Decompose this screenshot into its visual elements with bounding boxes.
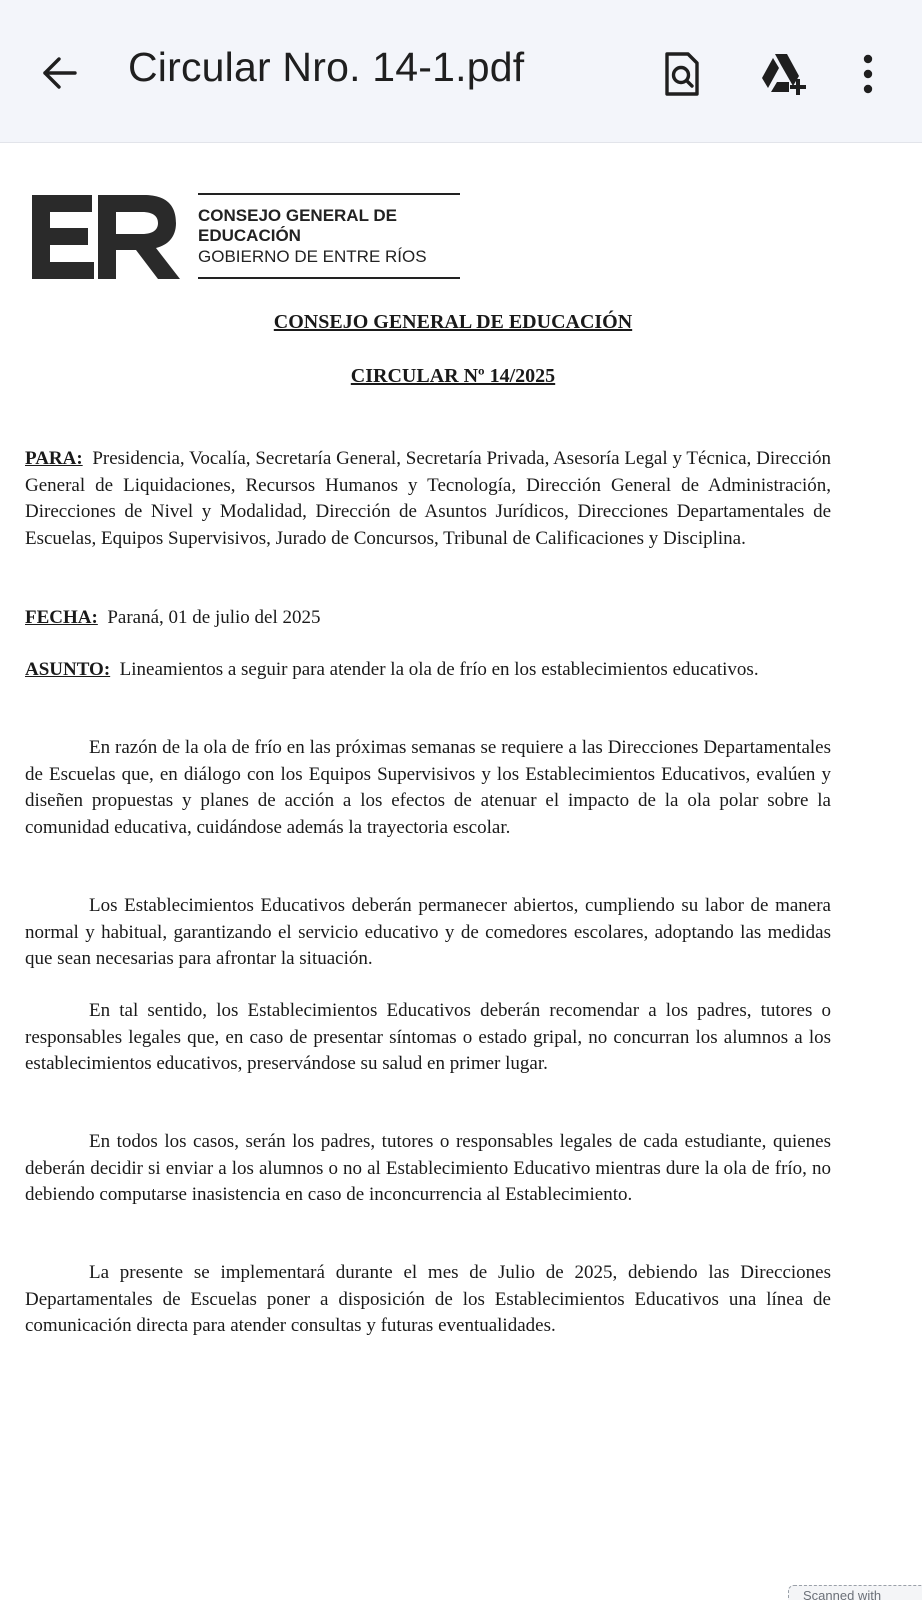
letterhead-rule-top [198, 193, 460, 195]
asunto-label: ASUNTO: [25, 659, 111, 680]
body-paragraph-4: En todos los casos, serán los padres, tutores o responsables legales de cada estudiante, quienes deberán decidir si enviar a los alumnos o no al Establecimiento Educativo mientras dure la ola de frío, no debiendo computarse inasistencia en caso de inconcurrencia al Establecimiento. [25, 1131, 831, 1205]
fecha-section [25, 605, 831, 632]
more-options-button[interactable] [848, 48, 888, 100]
letterhead-line-3: GOBIERNO DE ENTRE RÍOS [198, 247, 427, 266]
fecha-text: Paraná, 01 de julio del 2025 [107, 607, 321, 628]
para-section [25, 446, 831, 552]
para-label: PARA: [25, 448, 83, 469]
body-paragraph-1: En razón de la ola de frío en las próximas semanas se requiere a las Direcciones Departamentales de Escuelas que, en diálogo con los Equipos Supervisivos y los Establecimientos Educativos, evalúen y diseñen propuestas y planes de acción a los efectos de atenuar el impacto de la ola polar sobre la comunidad educativa, cuidándose además la trayectoria escolar. [25, 737, 831, 838]
app-bar [0, 0, 922, 143]
body-paragraph-3: En tal sentido, los Establecimientos Educativos deberán recomendar a los padres, tutores o responsables legales que, en caso de presentar síntomas o estado gripal, no concurran los alumnos a los establecimientos educativos, preservándose su salud en primer lugar. [25, 1000, 831, 1074]
arrow-left-icon [39, 53, 79, 93]
more-vert-icon [862, 54, 874, 94]
add-to-drive-icon [759, 52, 809, 96]
document-heading: CONSEJO GENERAL DE EDUCACIÓN [273, 311, 633, 333]
body-paragraph-2: Los Establecimientos Educativos deberán permanecer abiertos, cumpliendo su labor de manera normal y habitual, garantizando el servicio educativo y de comedores escolares, adoptando las medidas que sean necesarias para afrontar la situación. [25, 895, 831, 969]
add-to-drive-button[interactable] [758, 48, 810, 100]
scanned-with-badge: Scanned with [788, 1585, 922, 1600]
document-title: Circular Nro. 14-1.pdf [128, 44, 525, 90]
search-document-button[interactable] [656, 48, 708, 100]
letterhead-line-1: CONSEJO GENERAL DE [198, 206, 398, 225]
letterhead-line-2: EDUCACIÓN [198, 226, 301, 245]
letterhead [30, 193, 470, 293]
asunto-section [25, 657, 831, 684]
body-paragraph-5: La presente se implementará durante el mes de Julio de 2025, debiendo las Direcciones Departamentales de Escuelas poner a disposición de los Establecimientos Educativos una línea de comunicación directa para atender consultas y futuras eventualidades. [25, 1262, 831, 1336]
fecha-label: FECHA: [25, 607, 98, 628]
para-text: Presidencia, Vocalía, Secretaría General, Secretaría Privada, Asesoría Legal y Técnica, Dirección General de Liquidaciones, Recursos Humanos y Tecnología, Dirección General de Administración, Direcciones de Nivel y Modalidad, Dirección de Asuntos Jurídicos, Direcciones Departamentales de Escuelas, Equipos Supervisivos, Jurado de Concursos, Tribunal de Calificaciones y Disciplina. [25, 448, 832, 549]
back-button[interactable] [36, 50, 82, 96]
search-document-icon [663, 51, 701, 97]
asunto-text: Lineamientos a seguir para atender la ola de frío en los establecimientos educativos. [119, 659, 759, 680]
letterhead-rule-bottom [198, 277, 460, 279]
circular-number: CIRCULAR Nº 14/2025 [350, 365, 556, 387]
er-logo [30, 193, 182, 281]
pdf-page[interactable] [0, 143, 922, 1600]
